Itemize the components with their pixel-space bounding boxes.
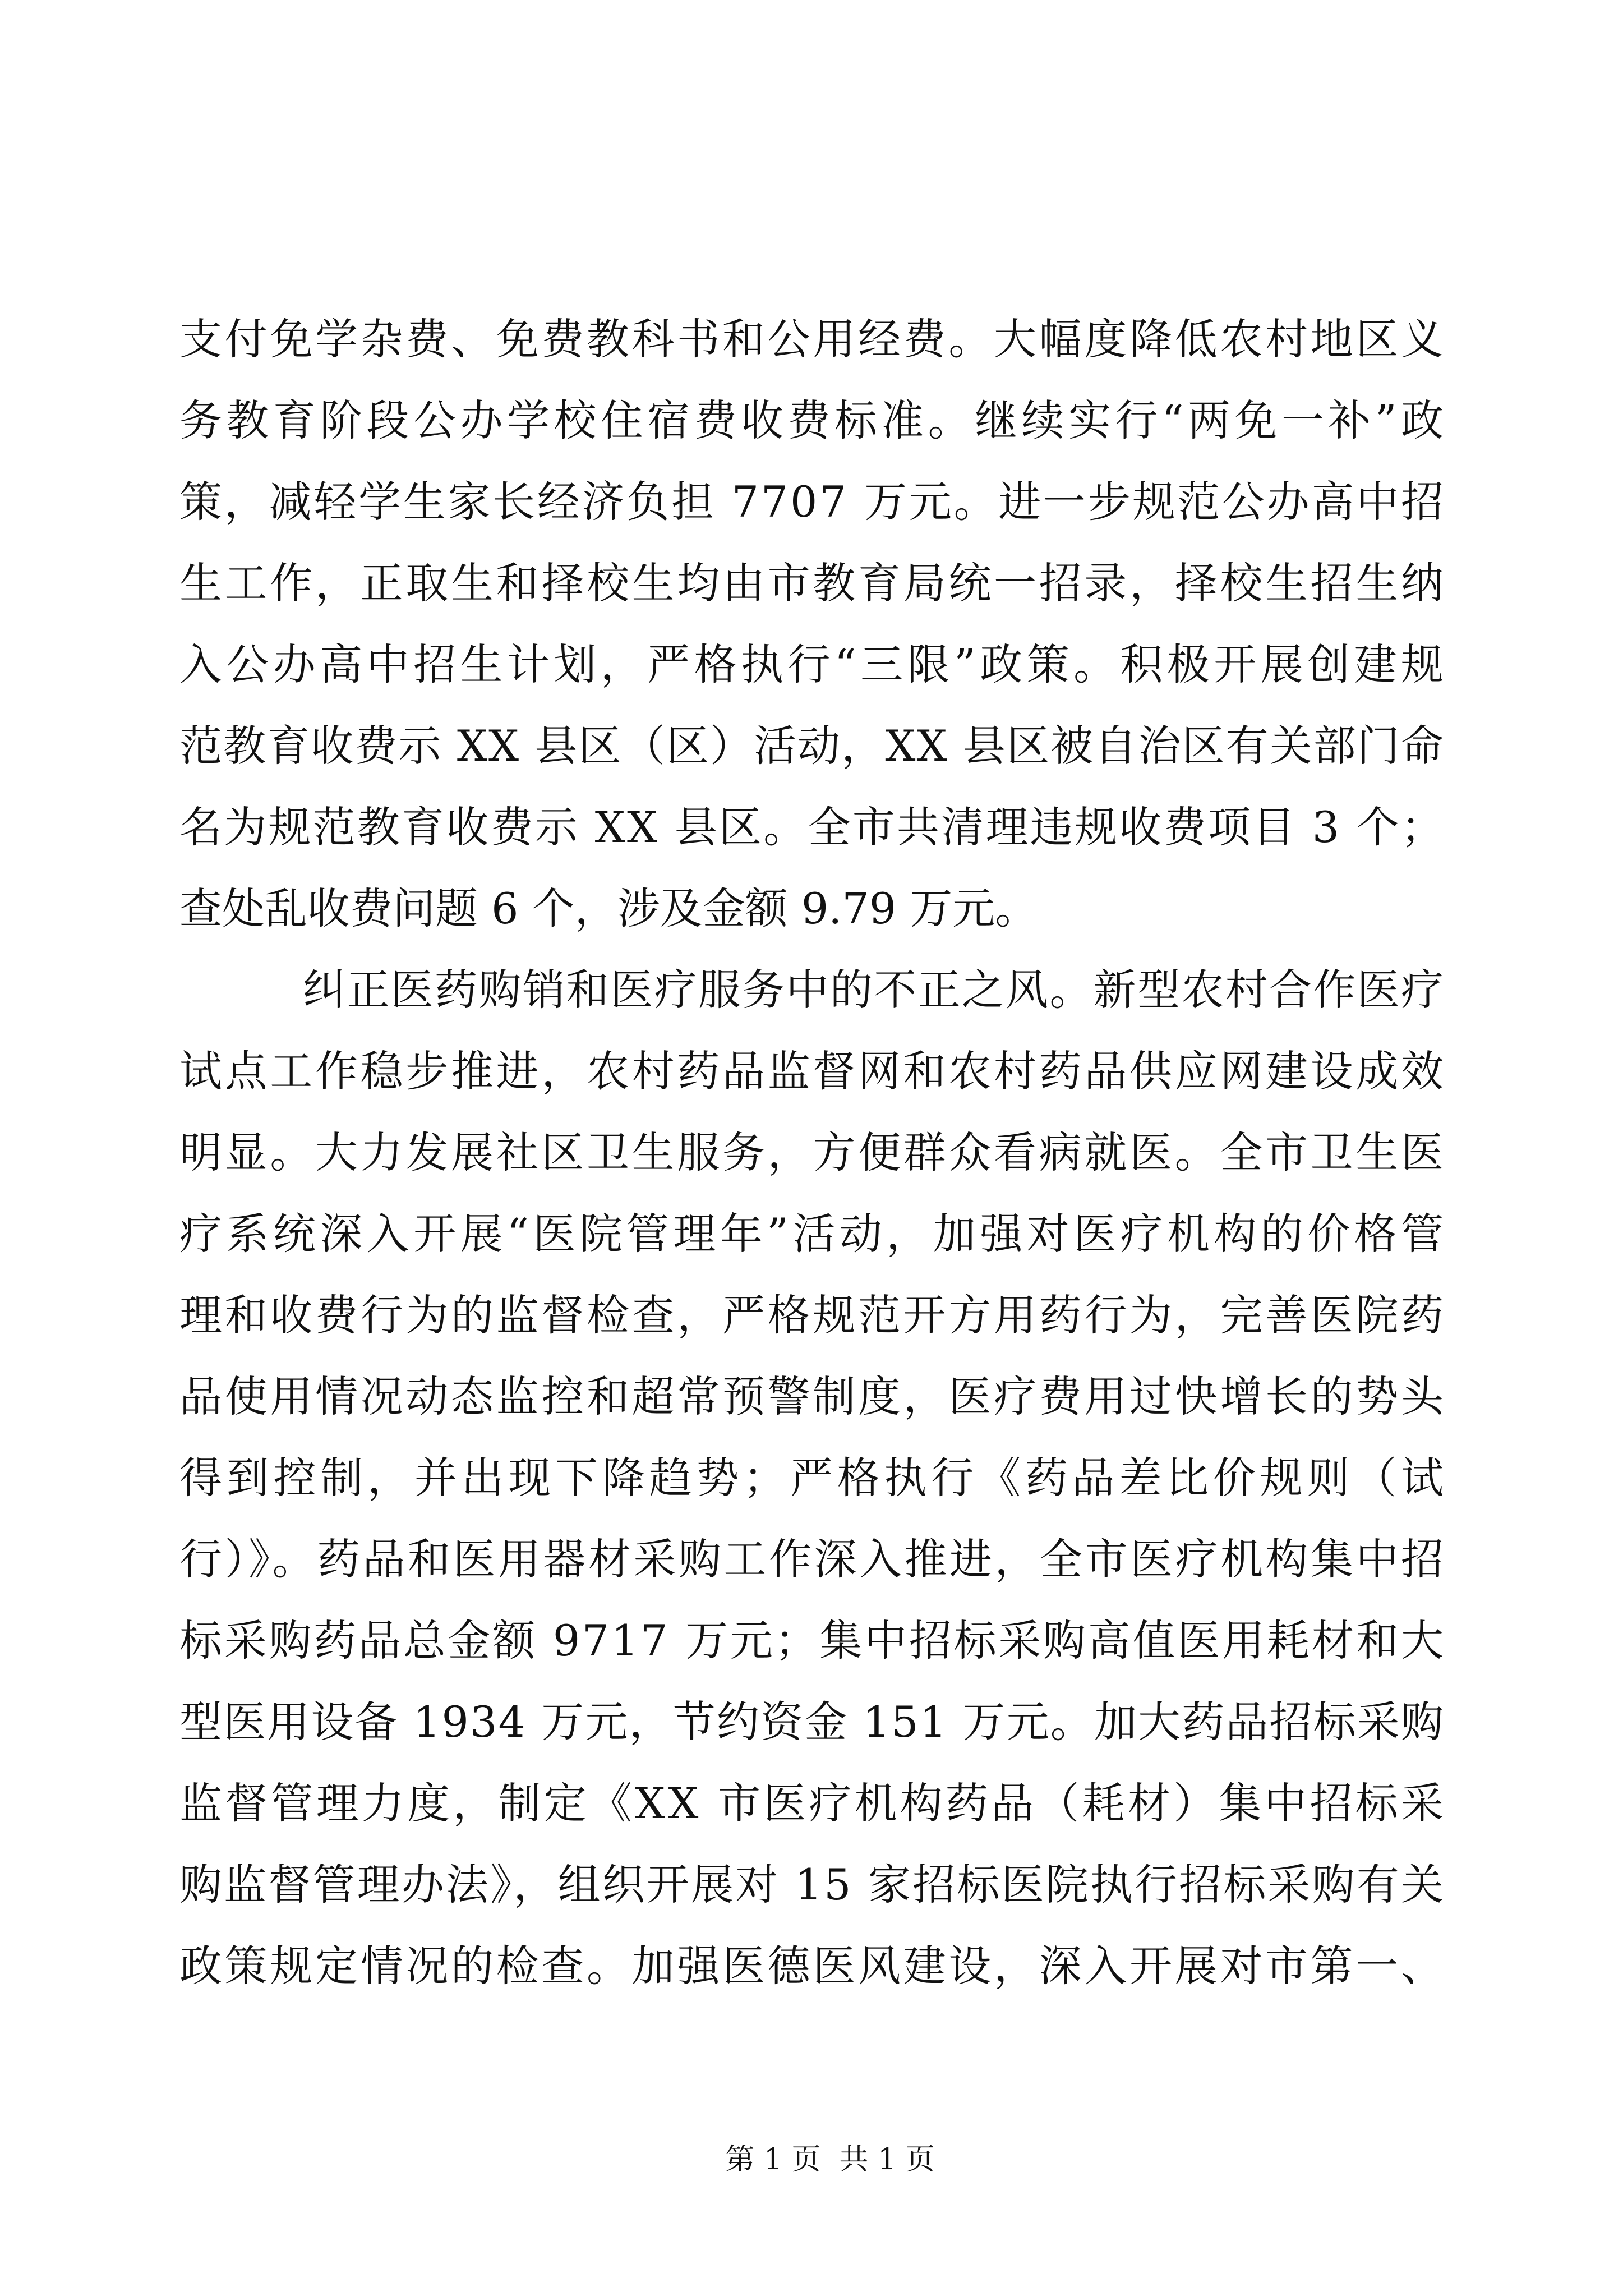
text-line: 政策规定情况的检查。加强医德医风建设，深入开展对市第一、 xyxy=(179,1941,1446,1991)
paragraph-1-line-7 xyxy=(0,794,1623,861)
paragraph-2-line-9 xyxy=(0,1607,1623,1674)
text-line: 支付免学杂费、免费教科书和公用经费。大幅度降低农村地区义 xyxy=(179,314,1446,364)
text-line: 生工作，正取生和择校生均由市教育局统一招录，择校生招生纳 xyxy=(179,558,1446,608)
paragraph-2-line-10 xyxy=(0,1688,1623,1756)
text-line: 纠正医药购销和医疗服务中的不正之风。新型农村合作医疗 xyxy=(303,965,1445,1015)
paragraph-2-line-5 xyxy=(0,1282,1623,1349)
text-line: 务教育阶段公办学校住宿费收费标准。继续实行“两免一补”政 xyxy=(179,395,1448,445)
text-line: 标采购药品总金额 9717 万元；集中招标采购高值医用耗材和大 xyxy=(179,1616,1446,1665)
text-line: 监督管理力度，制定《XX 市医疗机构药品（耗材）集中招标采 xyxy=(179,1778,1447,1828)
text-line: 行）》。药品和医用器材采购工作深入推进，全市医疗机构集中招 xyxy=(179,1534,1446,1584)
text-line: 范教育收费示 XX 县区（区）活动，XX 县区被自治区有关部门命 xyxy=(179,721,1445,771)
text-line: 型医用设备 1934 万元，节约资金 151 万元。加大药品招标采购 xyxy=(179,1697,1445,1747)
paragraph-1-line-4 xyxy=(0,550,1623,617)
paragraph-2-line-11 xyxy=(0,1770,1623,1837)
page-footer xyxy=(0,2092,1623,2177)
paragraph-2-line-1 xyxy=(0,956,1623,1024)
paragraph-2-line-8 xyxy=(0,1526,1623,1593)
text-line: 查处乱收费问题 6 个，涉及金额 9.79 万元。 xyxy=(179,884,1038,933)
paragraph-2-line-2 xyxy=(0,1038,1623,1105)
paragraph-1-line-8 xyxy=(0,875,1623,942)
text-line: 得到控制，并出现下降趋势；严格执行《药品差比价规则（试 xyxy=(179,1453,1448,1503)
paragraph-1-line-1 xyxy=(0,306,1623,373)
paragraph-2-line-7 xyxy=(0,1444,1623,1512)
paragraph-1-line-5 xyxy=(0,631,1623,698)
paragraph-1-line-6 xyxy=(0,712,1623,780)
paragraph-2-line-6 xyxy=(0,1363,1623,1430)
text-line: 名为规范教育收费示 XX 县区。全市共清理违规收费项目 3 个； xyxy=(179,802,1446,852)
text-line: 明显。大力发展社区卫生服务，方便群众看病就医。全市卫生医 xyxy=(179,1128,1446,1177)
text-line: 购监督管理办法》，组织开展对 15 家招标医院执行招标采购有关 xyxy=(179,1860,1446,1910)
text-line: 理和收费行为的监督检查，严格规范开方用药行为，完善医院药 xyxy=(179,1290,1446,1340)
text-line: 策，减轻学生家长经济负担 7707 万元。进一步规范公办高中招 xyxy=(179,477,1446,527)
text-line: 入公办高中招生计划，严格执行“三限”政策。积极开展创建规 xyxy=(179,639,1448,689)
paragraph-1-line-3 xyxy=(0,468,1623,536)
paragraph-1-line-2 xyxy=(0,387,1623,454)
paragraph-2-line-13 xyxy=(0,1932,1623,2000)
text-line: 品使用情况动态监控和超常预警制度，医疗费用过快增长的势头 xyxy=(179,1372,1446,1421)
text-line: 试点工作稳步推进，农村药品监督网和农村药品供应网建设成效 xyxy=(179,1046,1446,1096)
paragraph-2-line-4 xyxy=(0,1200,1623,1268)
paragraph-2-line-12 xyxy=(0,1851,1623,1918)
page-number-label: 第 1 页 共 1 页 xyxy=(725,2143,935,2177)
text-line: 疗系统深入开展“医院管理年”活动，加强对医疗机构的价格管 xyxy=(179,1209,1448,1259)
paragraph-2-line-3 xyxy=(0,1119,1623,1186)
